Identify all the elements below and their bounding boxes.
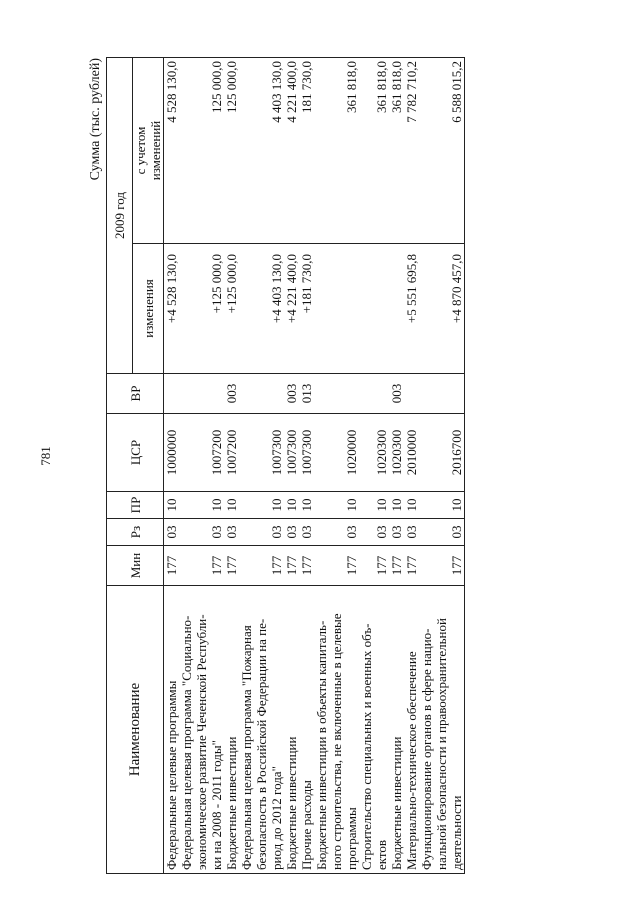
table-row [164, 58, 180, 874]
row-total: 125 000,0 [224, 58, 239, 244]
row-change [359, 244, 389, 374]
row-min: 177 [404, 546, 419, 586]
row-change: +5 551 695,8 [404, 244, 419, 374]
row-rz: 03 [299, 519, 314, 546]
row-csr: 1007300 [299, 414, 314, 492]
row-name: Функционирование органов в сфере нацио- нальной безопасности и правоохранительной деятельности [419, 586, 465, 874]
row-total: 361 818,0 [314, 58, 359, 244]
row-csr: 1020300 [359, 414, 389, 492]
row-rz: 03 [239, 519, 284, 546]
row-name: Строительство специальных и военных объ- ектов [359, 586, 389, 874]
row-total: 4 403 130,0 [239, 58, 284, 244]
budget-table [106, 57, 465, 874]
row-name: Федеральная целевая программа "Пожарная безопасность в Российской Федерации на пе- риод до 2012 года" [239, 586, 284, 874]
row-csr: 1007200 [179, 414, 224, 492]
row-min: 177 [284, 546, 299, 586]
row-name: Бюджетные инвестиции [389, 586, 404, 874]
row-csr: 2010000 [404, 414, 419, 492]
row-change [389, 244, 404, 374]
row-total: 7 782 710,2 [404, 58, 419, 244]
row-vr [359, 374, 389, 414]
page-number: 781 [37, 446, 53, 466]
row-vr [164, 374, 180, 414]
row-total: 4 528 130,0 [164, 58, 180, 244]
table-row [179, 58, 224, 874]
row-vr [419, 374, 465, 414]
row-change: +4 403 130,0 [239, 244, 284, 374]
row-pr: 10 [179, 492, 224, 519]
rotated-table-area [86, 58, 610, 874]
row-pr: 10 [299, 492, 314, 519]
row-vr [239, 374, 284, 414]
row-csr: 1007200 [224, 414, 239, 492]
row-vr [314, 374, 359, 414]
row-name: Федеральная целевая программа "Социально- экономическое развитие Чеченской Республи- ки на 2008 - 2011 годы" [179, 586, 224, 874]
row-csr: 2016700 [419, 414, 465, 492]
column-header-pr: ПР [107, 492, 164, 519]
row-change: +125 000,0 [179, 244, 224, 374]
row-total: 4 221 400,0 [284, 58, 299, 244]
row-name: Бюджетные инвестиции [284, 586, 299, 874]
row-name: Бюджетные инвестиции [224, 586, 239, 874]
row-min: 177 [359, 546, 389, 586]
row-min: 177 [164, 546, 180, 586]
row-pr: 10 [224, 492, 239, 519]
row-change: +125 000,0 [224, 244, 239, 374]
row-pr: 10 [389, 492, 404, 519]
row-vr: 003 [224, 374, 239, 414]
row-csr: 1007300 [284, 414, 299, 492]
row-total: 361 818,0 [359, 58, 389, 244]
row-name: Бюджетные инвестиции в объекты капиталь- ного строительства, не включенные в целевые программы [314, 586, 359, 874]
row-name: Прочие расходы [299, 586, 314, 874]
table-caption: Сумма (тыс. рублей) [88, 58, 103, 181]
row-pr: 10 [404, 492, 419, 519]
row-change: +4 870 457,0 [419, 244, 465, 374]
column-header-total: с учетом изменений [133, 58, 164, 244]
column-header-min: Мин [107, 546, 164, 586]
row-pr: 10 [359, 492, 389, 519]
table-body [164, 58, 465, 874]
row-pr: 10 [314, 492, 359, 519]
column-header-rz: Рз [107, 519, 164, 546]
table-row [419, 58, 465, 874]
row-vr: 003 [284, 374, 299, 414]
row-rz: 03 [179, 519, 224, 546]
column-header-csr: ЦСР [107, 414, 164, 492]
row-rz: 03 [284, 519, 299, 546]
row-vr [404, 374, 419, 414]
row-change: +4 528 130,0 [164, 244, 180, 374]
row-csr: 1020000 [314, 414, 359, 492]
row-min: 177 [419, 546, 465, 586]
table-row [284, 58, 299, 874]
row-rz: 03 [389, 519, 404, 546]
row-pr: 10 [164, 492, 180, 519]
row-name: Материально-техническое обеспечение [404, 586, 419, 874]
table-row [224, 58, 239, 874]
row-rz: 03 [224, 519, 239, 546]
row-min: 177 [314, 546, 359, 586]
row-change: +4 221 400,0 [284, 244, 299, 374]
column-header-vr: ВР [107, 374, 164, 414]
table-row [299, 58, 314, 874]
row-rz: 03 [404, 519, 419, 546]
row-min: 177 [389, 546, 404, 586]
row-vr: 013 [299, 374, 314, 414]
row-total: 361 818,0 [389, 58, 404, 244]
row-min: 177 [224, 546, 239, 586]
row-pr: 10 [239, 492, 284, 519]
column-header-year: 2009 год [107, 58, 133, 374]
row-total: 6 588 015,2 [419, 58, 465, 244]
table-row [404, 58, 419, 874]
row-pr: 10 [284, 492, 299, 519]
table-row [314, 58, 359, 874]
column-header-name: Наименование [107, 586, 164, 874]
row-rz: 03 [164, 519, 180, 546]
table-row [239, 58, 284, 874]
row-vr [179, 374, 224, 414]
table-row [389, 58, 404, 874]
row-rz: 03 [359, 519, 389, 546]
row-rz: 03 [419, 519, 465, 546]
row-min: 177 [239, 546, 284, 586]
row-csr: 1000000 [164, 414, 180, 492]
row-change: +181 730,0 [299, 244, 314, 374]
row-name: Федеральные целевые программы [164, 586, 180, 874]
row-rz: 03 [314, 519, 359, 546]
row-csr: 1020300 [389, 414, 404, 492]
table-header [107, 58, 164, 874]
row-min: 177 [299, 546, 314, 586]
row-vr: 003 [389, 374, 404, 414]
row-change [314, 244, 359, 374]
row-total: 125 000,0 [179, 58, 224, 244]
table-row [359, 58, 389, 874]
row-pr: 10 [419, 492, 465, 519]
column-header-change: изменения [133, 244, 164, 374]
row-total: 181 730,0 [299, 58, 314, 244]
row-csr: 1007300 [239, 414, 284, 492]
row-min: 177 [179, 546, 224, 586]
